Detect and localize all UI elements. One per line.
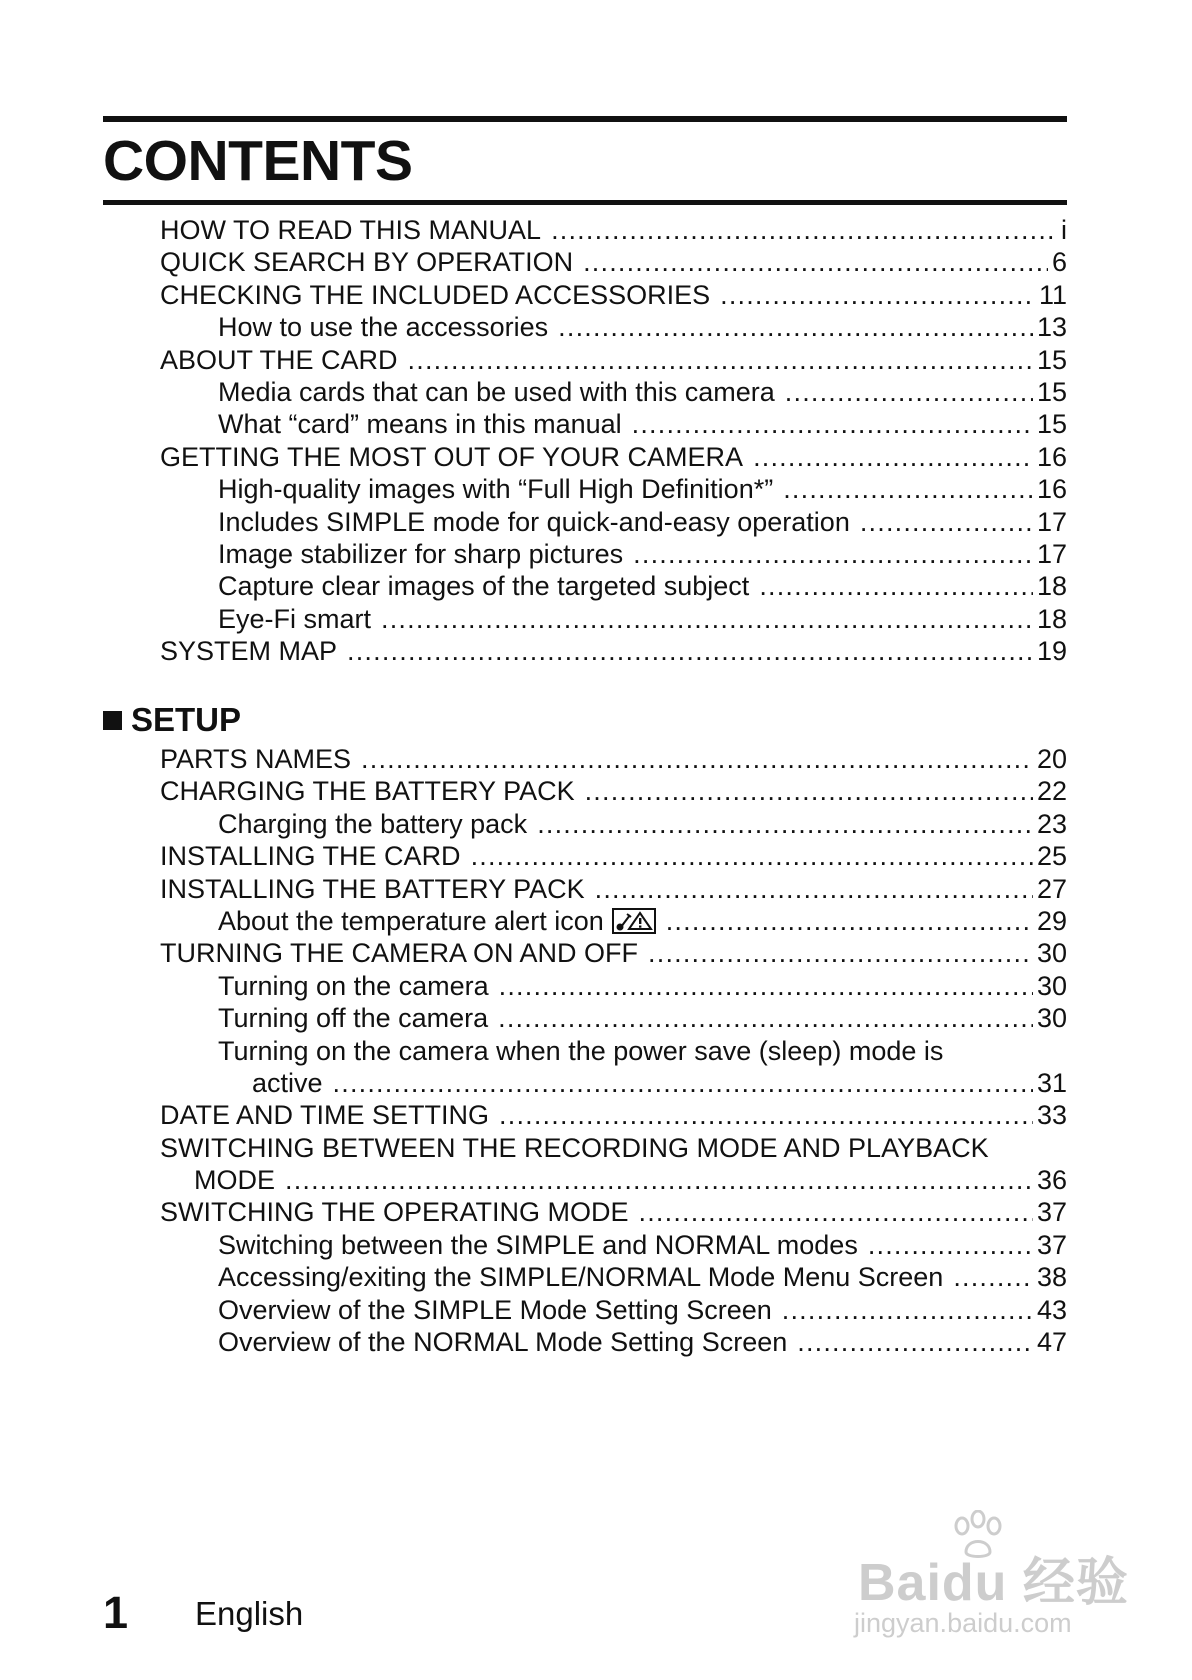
toc-entry-label: SWITCHING BETWEEN THE RECORDING MODE AND PLAYBACK [160,1132,989,1163]
toc-setup [160,743,1067,1358]
watermark-brand: Baidu 经验 [858,1554,1129,1612]
dot-leader [499,1099,1033,1131]
dot-leader [783,473,1033,505]
toc-entry[interactable] [160,1099,1067,1131]
toc-entry[interactable] [160,214,1067,246]
toc-entry-page: 23 [1036,808,1067,839]
toc-subentry[interactable] [160,970,1067,1002]
dot-leader [666,905,1033,937]
toc-entry-label: Accessing/exiting the SIMPLE/NORMAL Mode Menu Screen [218,1262,944,1293]
toc-entry-page: 16 [1036,474,1067,505]
toc-subentry[interactable] [160,905,1067,937]
toc-entry-label: TURNING THE CAMERA ON AND OFF [160,938,639,969]
dot-leader [797,1326,1033,1358]
toc-entry-label: Capture clear images of the targeted subject [218,571,750,602]
top-rule [103,116,1067,122]
bullet-square-icon [103,711,122,730]
toc-entry-label: Switching between the SIMPLE and NORMAL modes [218,1229,858,1260]
dot-leader [381,603,1033,635]
toc-entry-label: CHARGING THE BATTERY PACK [160,776,575,807]
toc-entry-label: Charging the battery pack [218,808,528,839]
page-title: CONTENTS [103,129,413,193]
dot-leader [408,344,1033,376]
dot-leader [471,840,1033,872]
toc-subentry[interactable] [160,808,1067,840]
toc-entry-page: 13 [1036,312,1067,343]
toc-entry-page: 18 [1036,603,1067,634]
toc-entry-page: 31 [1036,1067,1067,1098]
toc-entry-page: 17 [1036,538,1067,569]
toc-entry-page: 11 [1038,279,1067,310]
toc-subentry[interactable] [160,1002,1067,1034]
toc-entry-label-text: About the temperature alert icon [218,905,604,936]
toc-subentry[interactable] [160,1035,1067,1067]
toc-entry-page: 17 [1036,506,1067,537]
toc-entry-label: active [252,1067,323,1098]
toc-entry[interactable] [160,775,1067,807]
toc-entry-page: 37 [1036,1229,1067,1260]
toc-entry-page: 25 [1036,841,1067,872]
toc-entry-page: 15 [1036,344,1067,375]
toc-entry-page: 27 [1036,873,1067,904]
toc-entry-continued[interactable] [160,1164,1067,1196]
toc-entry-label: INSTALLING THE CARD [160,841,461,872]
toc-subentry-continued[interactable] [160,1067,1067,1099]
dot-leader [583,246,1048,278]
toc-entry[interactable] [160,279,1067,311]
toc-entry[interactable] [160,344,1067,376]
toc-entry-page: 16 [1036,441,1067,472]
section-heading-label: SETUP [131,701,242,738]
title-underline [103,200,1067,205]
toc-entry-label: Turning on the camera [218,970,489,1001]
dot-leader [558,311,1033,343]
toc-entry-page: 18 [1036,571,1067,602]
toc-entry-label: DATE AND TIME SETTING [160,1100,490,1131]
toc-entry[interactable] [160,743,1067,775]
toc-subentry[interactable] [160,1229,1067,1261]
toc-subentry[interactable] [160,376,1067,408]
toc-entry-label: INSTALLING THE BATTERY PACK [160,873,585,904]
toc-entry-label: GETTING THE MOST OUT OF YOUR CAMERA [160,441,744,472]
toc-entry-page: 6 [1051,247,1067,278]
dot-leader [868,1229,1033,1261]
toc-intro [160,214,1067,667]
section-heading-setup [103,700,241,740]
toc-entry[interactable] [160,441,1067,473]
toc-subentry[interactable] [160,408,1067,440]
toc-entry-label: MODE [194,1165,275,1196]
toc-entry-label: High-quality images with “Full High Definition*” [218,474,774,505]
toc-entry-page: 38 [1036,1262,1067,1293]
toc-entry-label: CHECKING THE INCLUDED ACCESSORIES [160,279,711,310]
toc-entry-page: 30 [1036,970,1067,1001]
toc-subentry[interactable] [160,570,1067,602]
toc-subentry[interactable] [160,1294,1067,1326]
toc-entry-page: 30 [1036,1003,1067,1034]
toc-entry-page: 30 [1036,938,1067,969]
toc-entry-page: 37 [1036,1197,1067,1228]
dot-leader [361,743,1033,775]
dot-leader [953,1261,1033,1293]
toc-entry[interactable] [160,246,1067,278]
toc-entry[interactable] [160,1196,1067,1228]
toc-subentry[interactable] [160,506,1067,538]
toc-entry-label: Overview of the SIMPLE Mode Setting Screen [218,1294,772,1325]
dot-leader [648,937,1033,969]
toc-entry-page: 33 [1036,1100,1067,1131]
dot-leader [595,873,1033,905]
language-label: English [195,1595,304,1632]
toc-entry-label: Turning on the camera when the power save (sleep) mode is [218,1035,944,1066]
dot-leader [499,970,1033,1002]
toc-entry-label: Image stabilizer for sharp pictures [218,538,624,569]
dot-leader [347,635,1033,667]
toc-entry-page: 20 [1036,744,1067,774]
toc-entry[interactable] [160,635,1067,667]
dot-leader [551,214,1057,246]
toc-subentry[interactable] [160,311,1067,343]
toc-entry-label [218,905,656,937]
toc-subentry[interactable] [160,1261,1067,1293]
dot-leader [585,775,1033,807]
dot-leader [639,1196,1033,1228]
toc-entry-page: 19 [1036,636,1067,667]
toc-entry-page: 43 [1036,1294,1067,1325]
page-number: 1 [103,1587,129,1638]
dot-leader [537,808,1033,840]
dot-leader [782,1294,1033,1326]
dot-leader [860,506,1033,538]
toc-entry-label: Eye-Fi smart [218,603,372,634]
toc-entry-page: i [1061,215,1067,245]
toc-subentry[interactable] [160,473,1067,505]
toc-subentry[interactable] [160,603,1067,635]
dot-leader [285,1164,1033,1196]
toc-entry-page: 36 [1036,1165,1067,1196]
toc-entry-label: ABOUT THE CARD [160,344,398,375]
dot-leader [720,279,1035,311]
toc-entry-page: 22 [1036,776,1067,807]
toc-entry-page: 15 [1036,409,1067,440]
toc-subentry[interactable] [160,1326,1067,1358]
toc-entry-label: PARTS NAMES [160,744,352,774]
dot-leader [632,408,1033,440]
toc-entry-page: 15 [1036,376,1067,407]
dot-leader [759,570,1033,602]
toc-entry[interactable] [160,937,1067,969]
toc-entry[interactable] [160,1132,1067,1164]
toc-entry-label: QUICK SEARCH BY OPERATION [160,247,574,278]
toc-entry-label: Turning off the camera [218,1003,489,1034]
toc-entry-page: 29 [1036,905,1067,936]
dot-leader [333,1067,1033,1099]
dot-leader [498,1002,1033,1034]
toc-entry-label: How to use the accessories [218,312,549,343]
baidu-watermark [848,1510,1148,1640]
toc-entry-label: SWITCHING THE OPERATING MODE [160,1197,629,1228]
toc-entry-label: SYSTEM MAP [160,636,338,667]
dot-leader [753,441,1033,473]
toc-entry-label: What “card” means in this manual [218,409,622,440]
watermark-url: jingyan.baidu.com [854,1608,1072,1638]
toc-entry-page: 47 [1036,1327,1067,1358]
toc-entry[interactable] [160,840,1067,872]
toc-entry-label: Includes SIMPLE mode for quick-and-easy operation [218,506,850,537]
toc-entry-label: HOW TO READ THIS MANUAL [160,215,542,245]
toc-subentry[interactable] [160,538,1067,570]
temperature-alert-icon [612,908,656,934]
toc-entry-label: Overview of the NORMAL Mode Setting Screen [218,1327,788,1358]
dot-leader [785,376,1033,408]
toc-entry-label: Media cards that can be used with this camera [218,376,775,407]
dot-leader [633,538,1033,570]
toc-entry[interactable] [160,873,1067,905]
